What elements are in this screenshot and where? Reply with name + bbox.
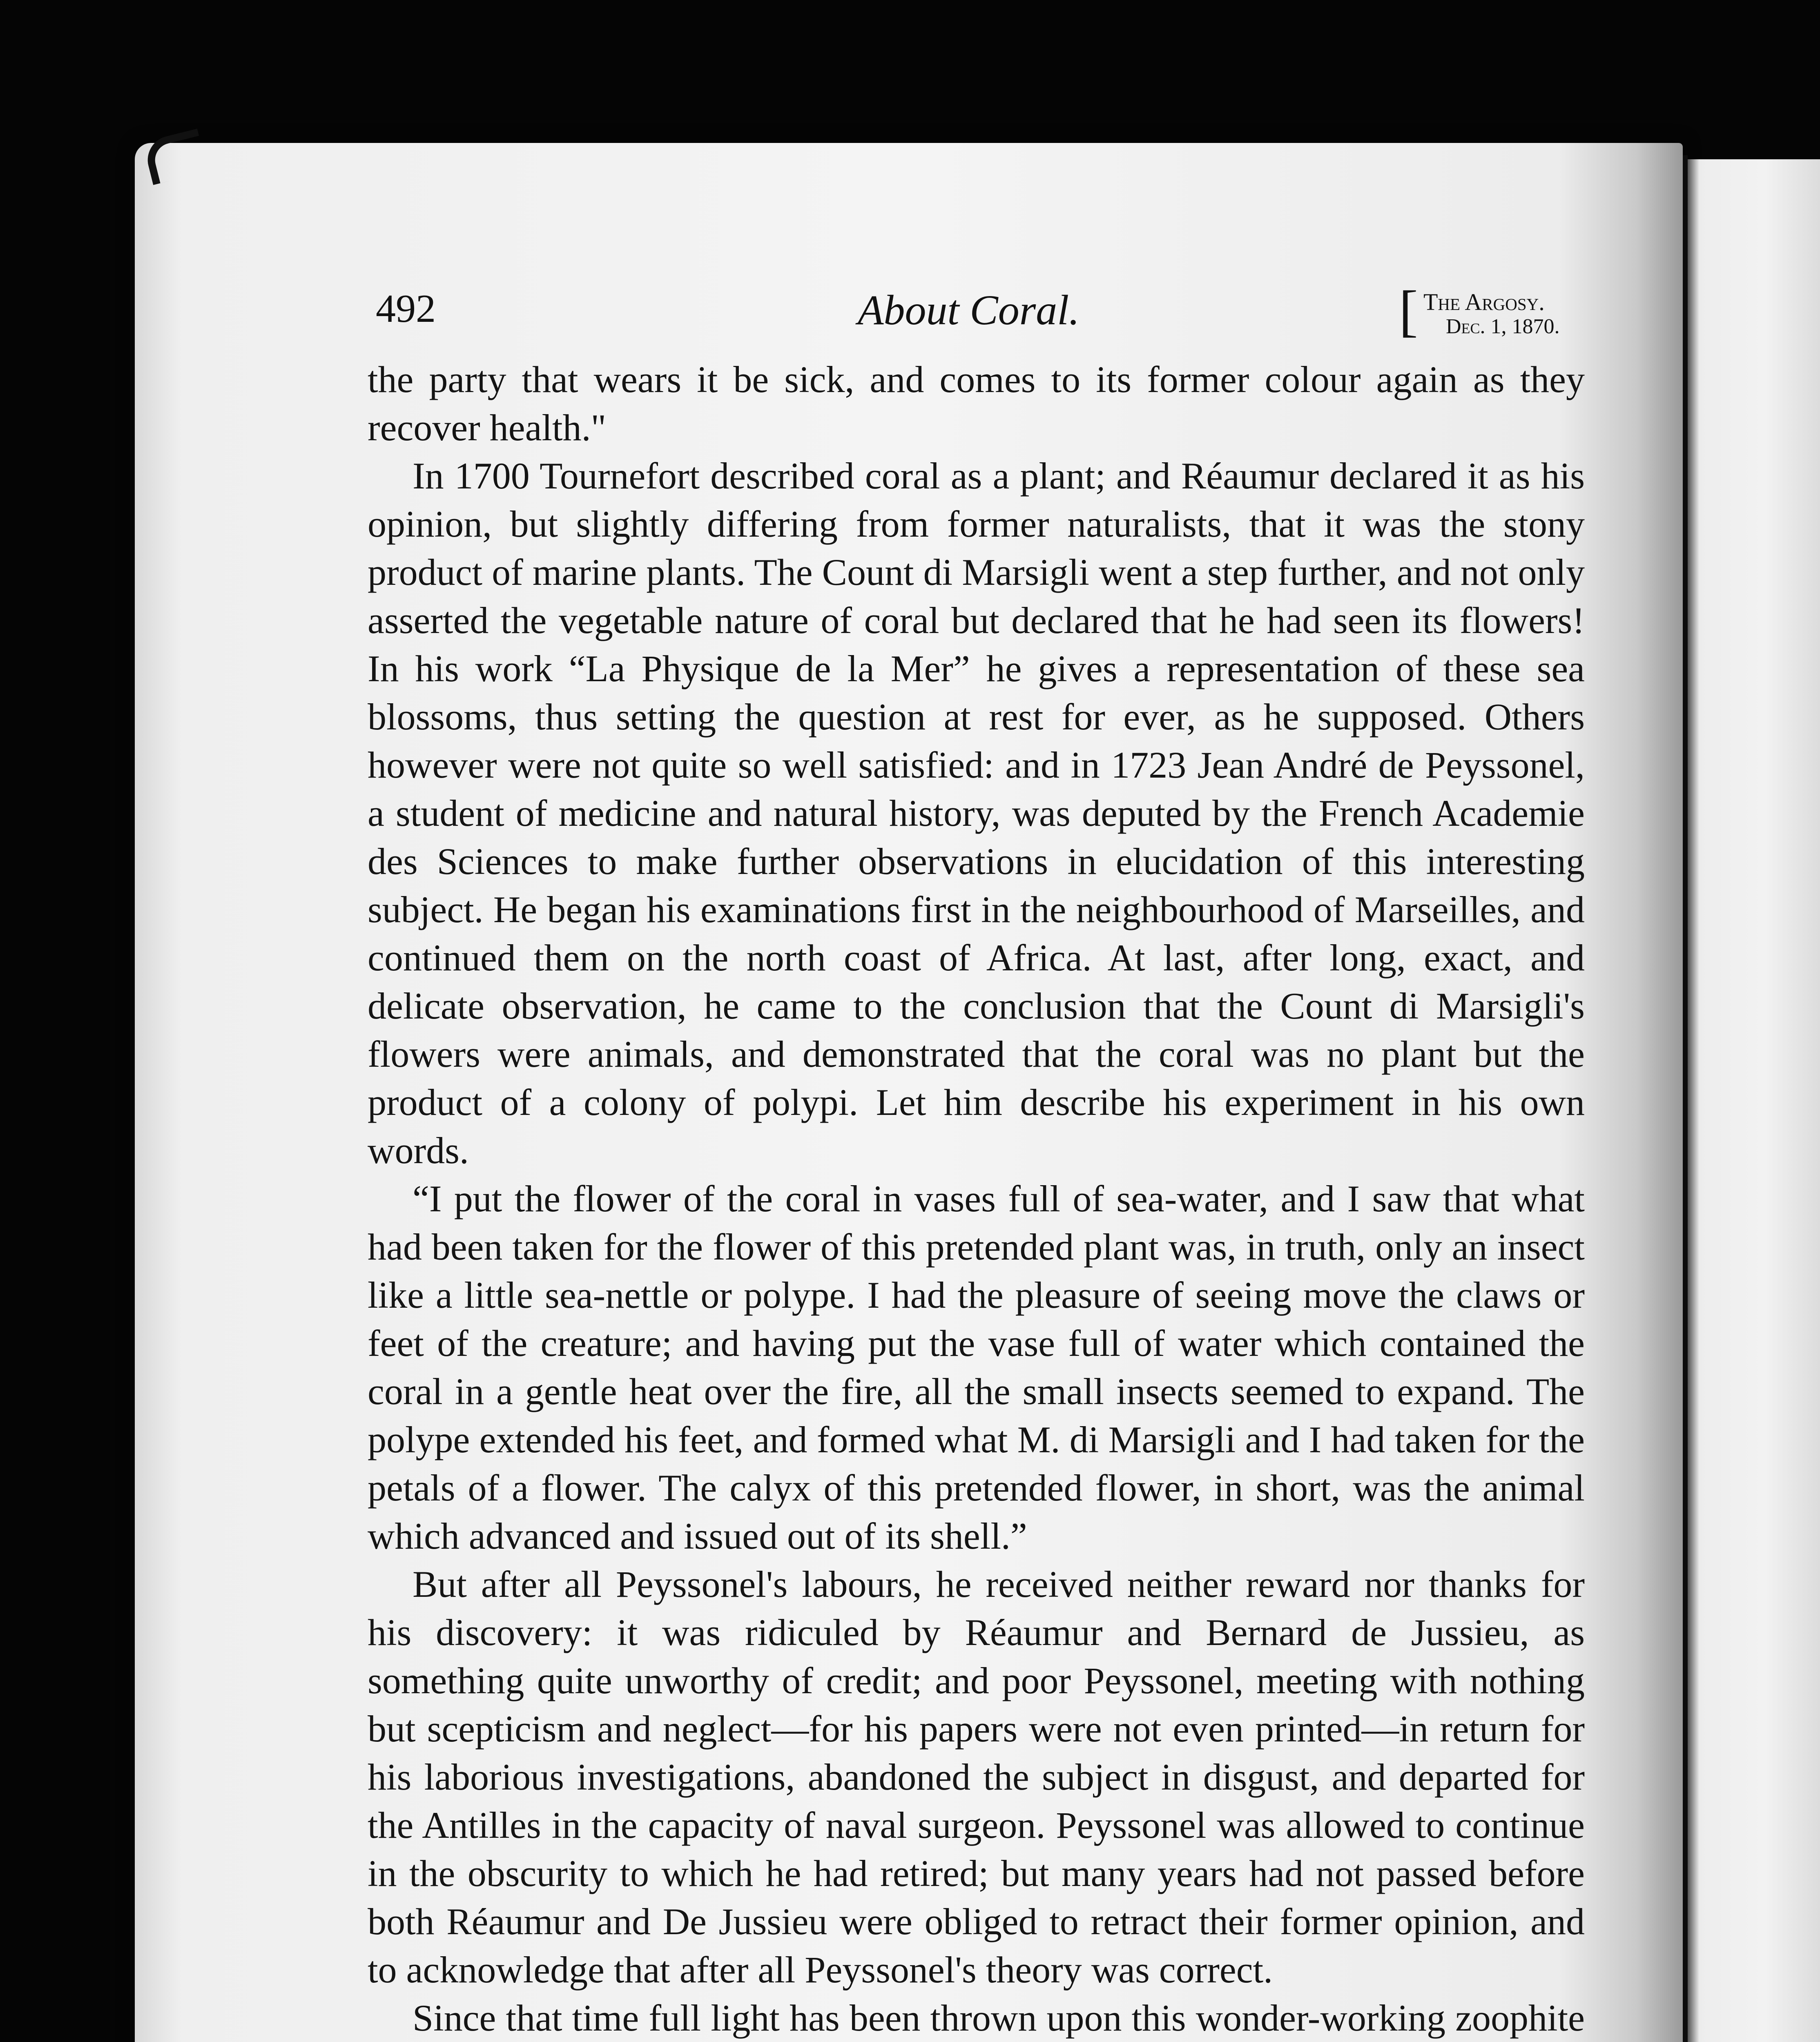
running-title: About Coral. bbox=[858, 287, 1080, 334]
next-page-edge bbox=[1683, 159, 1820, 2042]
publication-name: The Argosy. bbox=[1423, 289, 1545, 315]
header-bracket: [ bbox=[1399, 279, 1418, 343]
page-header bbox=[376, 279, 1581, 347]
paragraph: In 1700 Tournefort described coral as a plant; and Réaumur declared it as his opinion, but slightly differing from former naturalists, that it was the stony product of marine plants. The Count di Marsigli went a step further, and not only asserted the vegetable nature of coral but declared that he had seen its flowers! In his work “La Physique de la Mer” he gives a representation of these sea blossoms, thus setting the question at rest for ever, as he supposed. Others however were not quite so well satisfied: and in 1723 Jean André de Peyssonel, a student of medicine and natural history, was deputed by the French Academie des Sciences to make further observations in elucidation of this interesting subject. He began his examinations first in the neighbourhood of Marseilles, and continued them on the north coast of Africa. At last, after long, exact, and delicate observation, he came to the conclusion that the Count di Marsigli's flowers were animals, and demonstrated that the coral was no plant but the product of a colony of polypi. Let him describe his experiment in his own words. bbox=[368, 455, 1585, 1171]
publication-date: Dec. 1, 1870. bbox=[1446, 315, 1560, 338]
page-number: 492 bbox=[376, 287, 436, 331]
paragraph-continuation: the party that wears it be sick, and comes to its former colour again as they recover health." bbox=[368, 359, 1585, 448]
paragraph-quotation: “I put the flower of the coral in vases full of sea-water, and I saw that what had been taken for the flower of this pretended plant was, in truth, only an insect like a little sea-nettle or polype. I had the pleasure of seeing move the claws or feet of the creature; and having put the vase full of water which contained the coral in a gentle heat over the fire, all the small insects seemed to expand. The polype extended his feet, and formed what M. di Marsigli and I had taken for the petals of a flower. The calyx of this pretended flower, in short, was the animal which advanced and issued out of its shell.” bbox=[368, 1178, 1585, 1557]
body-text bbox=[368, 355, 1585, 2042]
publication-info bbox=[1423, 290, 1560, 339]
paragraph: Since that time full light has been thrown upon this wonder-working zoophite bbox=[413, 1997, 1585, 2039]
paragraph: But after all Peyssonel's labours, he received neither reward nor thanks for his discovery: it was ridiculed by Réaumur and Bernard de Jussieu, as something quite unworthy of credit; and poor Peyssonel, meeting with nothing but scepticism and neglect—for his papers were not even printed—in return for his laborious investigations, abandoned the subject in disgust, and departed for the Antilles in the capacity of naval surgeon. Peyssonel was allowed to continue in the obscurity to which he had retired; but many years had not passed before both Réaumur and De Jussieu were obliged to retract their former opinion, and to acknowledge that after all Peyssonel's theory was correct. bbox=[368, 1563, 1585, 1991]
